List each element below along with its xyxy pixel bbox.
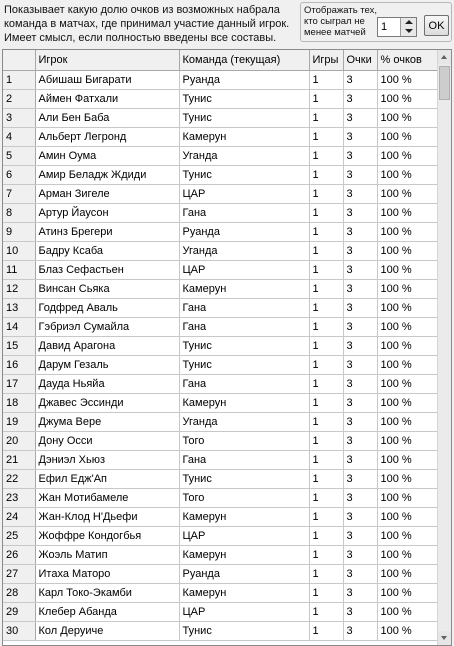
points-percent[interactable]: 100 % <box>377 260 437 279</box>
player-name[interactable]: Дону Осси <box>35 431 179 450</box>
header-row <box>3 50 437 70</box>
team-name[interactable]: Того <box>179 488 309 507</box>
team-name[interactable]: Тунис <box>179 89 309 108</box>
player-name[interactable]: Гэбриэл Сумайла <box>35 317 179 336</box>
min-matches-label: Отображать тех, кто сыграл не менее матчей <box>304 5 378 38</box>
table-row[interactable] <box>3 298 437 317</box>
table-row[interactable] <box>3 89 437 108</box>
points-count[interactable]: 3 <box>343 355 377 374</box>
team-name[interactable]: Тунис <box>179 336 309 355</box>
row-number[interactable]: 19 <box>3 412 35 431</box>
games-count[interactable]: 1 <box>309 507 343 526</box>
points-percent[interactable]: 100 % <box>377 89 437 108</box>
row-number[interactable]: 9 <box>3 222 35 241</box>
table-row[interactable] <box>3 431 437 450</box>
col-header-player[interactable]: Игрок <box>35 50 179 70</box>
table-row[interactable] <box>3 222 437 241</box>
table-row[interactable] <box>3 108 437 127</box>
player-name[interactable]: Итаха Маторо <box>35 564 179 583</box>
players-table <box>3 50 438 641</box>
scroll-up-icon[interactable] <box>438 50 451 64</box>
points-percent[interactable]: 100 % <box>377 165 437 184</box>
player-name[interactable]: Артур Йаусон <box>35 203 179 222</box>
player-name[interactable]: Клебер Абанда <box>35 602 179 621</box>
player-name[interactable]: Джавес Эссинди <box>35 393 179 412</box>
team-name[interactable]: Гана <box>179 203 309 222</box>
player-name[interactable]: Амин Оума <box>35 146 179 165</box>
points-count[interactable]: 3 <box>343 298 377 317</box>
team-name[interactable]: ЦАР <box>179 184 309 203</box>
team-name[interactable]: Камерун <box>179 545 309 564</box>
player-name[interactable]: Джума Вере <box>35 412 179 431</box>
team-name[interactable]: Тунис <box>179 108 309 127</box>
points-count[interactable]: 3 <box>343 621 377 640</box>
row-number[interactable]: 27 <box>3 564 35 583</box>
points-percent[interactable]: 100 % <box>377 127 437 146</box>
points-count[interactable]: 3 <box>343 450 377 469</box>
player-name[interactable]: Винсан Сьяка <box>35 279 179 298</box>
games-count[interactable]: 1 <box>309 564 343 583</box>
row-number[interactable]: 7 <box>3 184 35 203</box>
games-count[interactable]: 1 <box>309 621 343 640</box>
table-row[interactable] <box>3 374 437 393</box>
team-name[interactable]: Уганда <box>179 241 309 260</box>
ok-button[interactable]: OK <box>424 15 449 36</box>
row-number[interactable]: 30 <box>3 621 35 640</box>
row-number[interactable]: 18 <box>3 393 35 412</box>
row-number[interactable]: 21 <box>3 450 35 469</box>
points-count[interactable]: 3 <box>343 70 377 89</box>
games-count[interactable]: 1 <box>309 184 343 203</box>
games-count[interactable]: 1 <box>309 583 343 602</box>
points-count[interactable]: 3 <box>343 127 377 146</box>
team-name[interactable]: Камерун <box>179 127 309 146</box>
col-header-percent[interactable]: % очков <box>377 50 437 70</box>
points-percent[interactable]: 100 % <box>377 450 437 469</box>
col-header-points[interactable]: Очки <box>343 50 377 70</box>
games-count[interactable]: 1 <box>309 602 343 621</box>
points-percent[interactable]: 100 % <box>377 545 437 564</box>
points-count[interactable]: 3 <box>343 222 377 241</box>
team-name[interactable]: Гана <box>179 450 309 469</box>
row-number[interactable]: 3 <box>3 108 35 127</box>
player-name[interactable]: Дауда Ньяйа <box>35 374 179 393</box>
points-count[interactable]: 3 <box>343 203 377 222</box>
points-count[interactable]: 3 <box>343 431 377 450</box>
games-count[interactable]: 1 <box>309 355 343 374</box>
games-count[interactable]: 1 <box>309 469 343 488</box>
player-name[interactable]: Альберт Легронд <box>35 127 179 146</box>
player-name[interactable]: Карл Токо-Экамби <box>35 583 179 602</box>
points-percent[interactable]: 100 % <box>377 241 437 260</box>
team-name[interactable]: Камерун <box>179 393 309 412</box>
games-count[interactable]: 1 <box>309 146 343 165</box>
table-row[interactable] <box>3 621 437 640</box>
points-count[interactable]: 3 <box>343 602 377 621</box>
player-name[interactable]: Ефил Едж'Ап <box>35 469 179 488</box>
games-count[interactable]: 1 <box>309 127 343 146</box>
player-name[interactable]: Годфред Аваль <box>35 298 179 317</box>
team-name[interactable]: Гана <box>179 374 309 393</box>
col-header-team[interactable]: Команда (текущая) <box>179 50 309 70</box>
team-name[interactable]: Руанда <box>179 222 309 241</box>
row-number[interactable]: 6 <box>3 165 35 184</box>
games-count[interactable]: 1 <box>309 222 343 241</box>
row-number[interactable]: 8 <box>3 203 35 222</box>
row-number[interactable]: 24 <box>3 507 35 526</box>
player-name[interactable]: Давид Арагона <box>35 336 179 355</box>
team-name[interactable]: Уганда <box>179 146 309 165</box>
points-percent[interactable]: 100 % <box>377 507 437 526</box>
points-count[interactable]: 3 <box>343 412 377 431</box>
points-percent[interactable]: 100 % <box>377 393 437 412</box>
games-count[interactable]: 1 <box>309 279 343 298</box>
games-count[interactable]: 1 <box>309 336 343 355</box>
games-count[interactable]: 1 <box>309 317 343 336</box>
player-name[interactable]: Абишаш Бигарати <box>35 70 179 89</box>
vertical-scrollbar[interactable] <box>437 50 451 645</box>
table-row[interactable] <box>3 70 437 89</box>
games-count[interactable]: 1 <box>309 374 343 393</box>
scroll-down-icon[interactable] <box>438 631 451 645</box>
points-percent[interactable]: 100 % <box>377 298 437 317</box>
games-count[interactable]: 1 <box>309 203 343 222</box>
points-count[interactable]: 3 <box>343 89 377 108</box>
player-name[interactable]: Жоффре Кондогбья <box>35 526 179 545</box>
games-count[interactable]: 1 <box>309 393 343 412</box>
points-percent[interactable]: 100 % <box>377 70 437 89</box>
table-row[interactable] <box>3 450 437 469</box>
points-count[interactable]: 3 <box>343 336 377 355</box>
player-name[interactable]: Дэниэл Хьюз <box>35 450 179 469</box>
row-number[interactable]: 1 <box>3 70 35 89</box>
row-number[interactable]: 15 <box>3 336 35 355</box>
games-count[interactable]: 1 <box>309 298 343 317</box>
table-row[interactable] <box>3 469 437 488</box>
points-count[interactable]: 3 <box>343 279 377 298</box>
table-row[interactable] <box>3 336 437 355</box>
points-count[interactable]: 3 <box>343 545 377 564</box>
points-percent[interactable]: 100 % <box>377 184 437 203</box>
player-name[interactable]: Дарум Гезаль <box>35 355 179 374</box>
table-body <box>3 70 437 640</box>
games-count[interactable]: 1 <box>309 108 343 127</box>
team-name[interactable]: Руанда <box>179 70 309 89</box>
table-row[interactable] <box>3 602 437 621</box>
player-name[interactable]: Атинз Брегери <box>35 222 179 241</box>
team-name[interactable]: Гана <box>179 298 309 317</box>
row-number[interactable]: 23 <box>3 488 35 507</box>
team-name[interactable]: Камерун <box>179 279 309 298</box>
row-number[interactable]: 10 <box>3 241 35 260</box>
points-count[interactable]: 3 <box>343 260 377 279</box>
team-name[interactable]: Тунис <box>179 621 309 640</box>
points-count[interactable]: 3 <box>343 165 377 184</box>
team-name[interactable]: Того <box>179 431 309 450</box>
team-name[interactable]: Камерун <box>179 507 309 526</box>
games-count[interactable]: 1 <box>309 412 343 431</box>
points-count[interactable]: 3 <box>343 108 377 127</box>
row-number[interactable]: 11 <box>3 260 35 279</box>
filter-panel <box>300 2 452 42</box>
row-number[interactable]: 4 <box>3 127 35 146</box>
players-grid[interactable] <box>2 49 452 646</box>
team-name[interactable]: Уганда <box>179 412 309 431</box>
points-percent[interactable]: 100 % <box>377 108 437 127</box>
row-number[interactable]: 5 <box>3 146 35 165</box>
points-count[interactable]: 3 <box>343 526 377 545</box>
points-percent[interactable]: 100 % <box>377 564 437 583</box>
row-number[interactable]: 20 <box>3 431 35 450</box>
row-number[interactable]: 25 <box>3 526 35 545</box>
row-number[interactable]: 2 <box>3 89 35 108</box>
player-name[interactable]: Жоэль Матип <box>35 545 179 564</box>
player-name[interactable]: Амир Беладж Ждиди <box>35 165 179 184</box>
table-row[interactable] <box>3 260 437 279</box>
spin-buttons <box>400 18 416 36</box>
points-percent[interactable]: 100 % <box>377 431 437 450</box>
row-number[interactable]: 16 <box>3 355 35 374</box>
points-percent[interactable]: 100 % <box>377 222 437 241</box>
games-count[interactable]: 1 <box>309 450 343 469</box>
points-count[interactable]: 3 <box>343 488 377 507</box>
team-name[interactable]: Гана <box>179 317 309 336</box>
player-name[interactable]: Блаз Сефастьен <box>35 260 179 279</box>
team-name[interactable]: Руанда <box>179 564 309 583</box>
team-name[interactable]: ЦАР <box>179 602 309 621</box>
team-name[interactable]: Камерун <box>179 583 309 602</box>
table-row[interactable] <box>3 127 437 146</box>
games-count[interactable]: 1 <box>309 545 343 564</box>
team-name[interactable]: ЦАР <box>179 526 309 545</box>
points-percent[interactable]: 100 % <box>377 621 437 640</box>
table-row[interactable] <box>3 507 437 526</box>
row-number[interactable]: 29 <box>3 602 35 621</box>
player-name[interactable]: Жан Мотибамеле <box>35 488 179 507</box>
points-count[interactable]: 3 <box>343 374 377 393</box>
row-number[interactable]: 17 <box>3 374 35 393</box>
games-count[interactable]: 1 <box>309 431 343 450</box>
row-number[interactable]: 28 <box>3 583 35 602</box>
table-row[interactable] <box>3 526 437 545</box>
points-count[interactable]: 3 <box>343 564 377 583</box>
team-name[interactable]: Тунис <box>179 355 309 374</box>
points-count[interactable]: 3 <box>343 393 377 412</box>
points-percent[interactable]: 100 % <box>377 488 437 507</box>
points-count[interactable]: 3 <box>343 317 377 336</box>
games-count[interactable]: 1 <box>309 70 343 89</box>
points-count[interactable]: 3 <box>343 184 377 203</box>
table-row[interactable] <box>3 184 437 203</box>
points-percent[interactable]: 100 % <box>377 583 437 602</box>
games-count[interactable]: 1 <box>309 165 343 184</box>
table-row[interactable] <box>3 488 437 507</box>
table-row[interactable] <box>3 412 437 431</box>
table-row[interactable] <box>3 564 437 583</box>
table-row[interactable] <box>3 203 437 222</box>
table-row[interactable] <box>3 545 437 564</box>
player-name[interactable]: Кол Деруиче <box>35 621 179 640</box>
table-row[interactable] <box>3 317 437 336</box>
row-number[interactable]: 14 <box>3 317 35 336</box>
games-count[interactable]: 1 <box>309 241 343 260</box>
table-row[interactable] <box>3 241 437 260</box>
points-percent[interactable]: 100 % <box>377 412 437 431</box>
table-row[interactable] <box>3 583 437 602</box>
points-count[interactable]: 3 <box>343 469 377 488</box>
player-name[interactable]: Жан-Клод Н'Дьефи <box>35 507 179 526</box>
table-row[interactable] <box>3 393 437 412</box>
points-percent[interactable]: 100 % <box>377 374 437 393</box>
row-number[interactable]: 26 <box>3 545 35 564</box>
min-matches-spinner[interactable] <box>377 17 417 37</box>
scroll-thumb[interactable] <box>439 66 450 100</box>
col-header-games[interactable]: Игры <box>309 50 343 70</box>
points-percent[interactable]: 100 % <box>377 336 437 355</box>
points-percent[interactable]: 100 % <box>377 146 437 165</box>
points-percent[interactable]: 100 % <box>377 203 437 222</box>
row-number[interactable]: 12 <box>3 279 35 298</box>
description-text: Показывает какую долю очков из возможных набрала команда в матчах, где принимал участие данный игрок. Имеет смысл, если полностью введены все составы. <box>4 4 290 44</box>
points-percent[interactable]: 100 % <box>377 355 437 374</box>
points-percent[interactable]: 100 % <box>377 526 437 545</box>
team-name[interactable]: Тунис <box>179 469 309 488</box>
points-percent[interactable]: 100 % <box>377 317 437 336</box>
points-percent[interactable]: 100 % <box>377 602 437 621</box>
player-name[interactable]: Аймен Фатхали <box>35 89 179 108</box>
team-name[interactable]: Тунис <box>179 165 309 184</box>
points-percent[interactable]: 100 % <box>377 469 437 488</box>
points-count[interactable]: 3 <box>343 583 377 602</box>
games-count[interactable]: 1 <box>309 260 343 279</box>
points-count[interactable]: 3 <box>343 241 377 260</box>
table-row[interactable] <box>3 146 437 165</box>
row-number[interactable]: 13 <box>3 298 35 317</box>
player-name[interactable]: Бадру Ксаба <box>35 241 179 260</box>
team-name[interactable]: ЦАР <box>179 260 309 279</box>
games-count[interactable]: 1 <box>309 488 343 507</box>
points-count[interactable]: 3 <box>343 507 377 526</box>
player-name[interactable]: Арман Зигеле <box>35 184 179 203</box>
spin-up-icon[interactable] <box>401 18 417 27</box>
col-header-index[interactable] <box>3 50 35 70</box>
table-row[interactable] <box>3 165 437 184</box>
table-row[interactable] <box>3 279 437 298</box>
games-count[interactable]: 1 <box>309 89 343 108</box>
player-name[interactable]: Али Бен Баба <box>35 108 179 127</box>
table-row[interactable] <box>3 355 437 374</box>
points-count[interactable]: 3 <box>343 146 377 165</box>
games-count[interactable]: 1 <box>309 526 343 545</box>
points-percent[interactable]: 100 % <box>377 279 437 298</box>
spin-down-icon[interactable] <box>401 27 417 36</box>
min-matches-input[interactable] <box>379 19 401 35</box>
row-number[interactable]: 22 <box>3 469 35 488</box>
